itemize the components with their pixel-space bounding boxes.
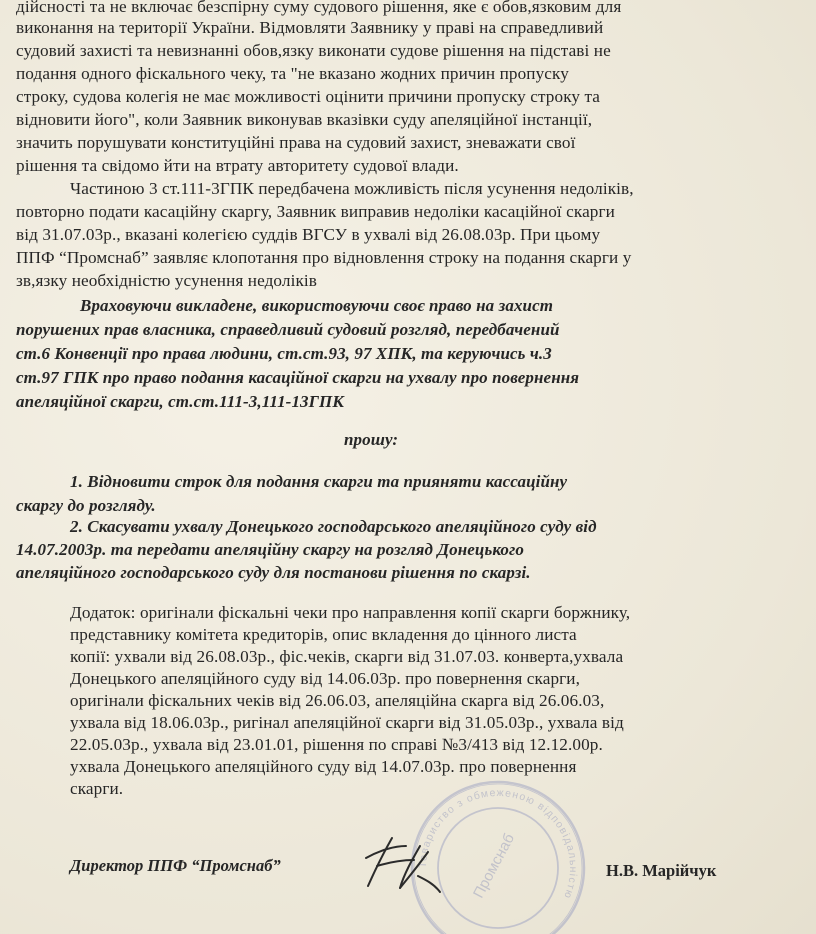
appendix-line-9: скарги. bbox=[70, 779, 124, 798]
appendix-line-3: копії: ухвали від 26.08.03р., фіс.чеків, скарги від 31.07.03. конверта,ухвала bbox=[70, 647, 624, 666]
appendix-line-6: ухвала від 18.06.03р., ригінал апеляційної скарги від 31.05.03р., ухвала від bbox=[70, 713, 624, 732]
item1-line-1: 1. Відновити строк для подання скарги та прияняти кассаційну bbox=[70, 472, 568, 491]
item2-line-3: апеляційного господарського суду для постанови рішення по скарзі. bbox=[16, 563, 531, 582]
appendix-line-5: оригінали фіскальних чеків від 26.06.03, апеляційна скарга від 26.06.03, bbox=[70, 691, 605, 710]
p1-line-1: дійсності та не включає безспірну суму судового рішення, яке є обов,язковим для bbox=[16, 0, 622, 16]
p1-line-2: виконання на території України. Відмовляти Заявнику у праві на справедливий bbox=[16, 18, 604, 37]
p3-line-2: порушених прав власника, справедливий судовий розгляд, передбачений bbox=[16, 320, 560, 339]
p1-line-4: подання одного фіскального чеку, та "не вказано жодних причин пропуску bbox=[16, 64, 569, 83]
p1-line-6: відновити його", коли Заявник виконував вказівки суду апеляційної інстанції, bbox=[16, 110, 593, 129]
p2-line-5: зв,язку необхідністю усунення недоліків bbox=[16, 271, 317, 290]
appendix-line-4: Донецького апеляційного суду від 14.06.03р. про повернення скарги, bbox=[70, 669, 580, 688]
p3-line-4: ст.97 ГПК про право подання касаційної скарги на ухвалу про повернення bbox=[16, 368, 580, 387]
p2-line-3: від 31.07.03р., вказані колегією суддів ВГСУ в ухвалі від 26.08.03р. При цьому bbox=[16, 225, 601, 244]
p3-line-3: ст.6 Конвенції про права людини, ст.ст.93, 97 ХПК, та керуючись ч.3 bbox=[16, 344, 552, 363]
item2-line-1: 2. Скасувати ухвалу Донецького господарського апеляційного суду від bbox=[70, 517, 597, 536]
p2-line-1: Частиною 3 ст.111-3ГПК передбачена можливість після усунення недоліків, bbox=[70, 179, 634, 198]
p1-line-7: значить порушувати конституційні права на судовий захист, зневажати свої bbox=[16, 133, 576, 152]
p3-line-1: Враховуючи викладене, використовуючи своє право на захист bbox=[80, 296, 554, 315]
appendix-line-7: 22.05.03р., ухвала від 23.01.01, рішення по справі №3/413 від 12.12.00р. bbox=[70, 735, 603, 754]
p1-line-5: строку, судова колегія не має можливості оцінити причини пропуску строку та bbox=[16, 87, 601, 106]
signature-label: Директор ППФ “Промснаб” bbox=[70, 856, 281, 875]
item2-line-2: 14.07.2003р. та передати апеляційну скаргу на розгляд Донецького bbox=[16, 540, 524, 559]
p2-line-4: ППФ “Промснаб” заявляє клопотання про відновлення строку на подання скарги у bbox=[16, 248, 632, 267]
appendix-line-1: Додаток: оригінали фіскальні чеки про направлення копії скарги боржнику, bbox=[70, 603, 631, 622]
stamp-ring-text: Товариство з обмеженою відповідальністю bbox=[416, 786, 580, 901]
signatory-name: Н.В. Марійчук bbox=[606, 861, 717, 880]
p1-line-3: судовий захисті та невизнанні обов,язку виконати судове рішення на підставі не bbox=[16, 41, 611, 60]
request-heading: прошу: bbox=[344, 430, 399, 449]
p3-line-5: апеляційної скарги, ст.ст.111-3,111-13ГПК bbox=[16, 392, 344, 411]
item1-line-2: скаргу до розгляду. bbox=[16, 496, 156, 515]
stamp-center-text: Промснаб bbox=[469, 830, 519, 902]
appendix-line-8: ухвала Донецького апеляційного суду від 14.07.03р. про повернення bbox=[70, 757, 577, 776]
p1-line-8: рішення та свідомо йти на втрату авторитету судової влади. bbox=[16, 156, 459, 175]
p2-line-2: повторно подати касаційну скаргу, Заявник виправив недоліки касаційної скарги bbox=[16, 202, 615, 221]
appendix-line-2: представнику комітета кредиторів, опис вкладення до цінного листа bbox=[70, 625, 577, 644]
